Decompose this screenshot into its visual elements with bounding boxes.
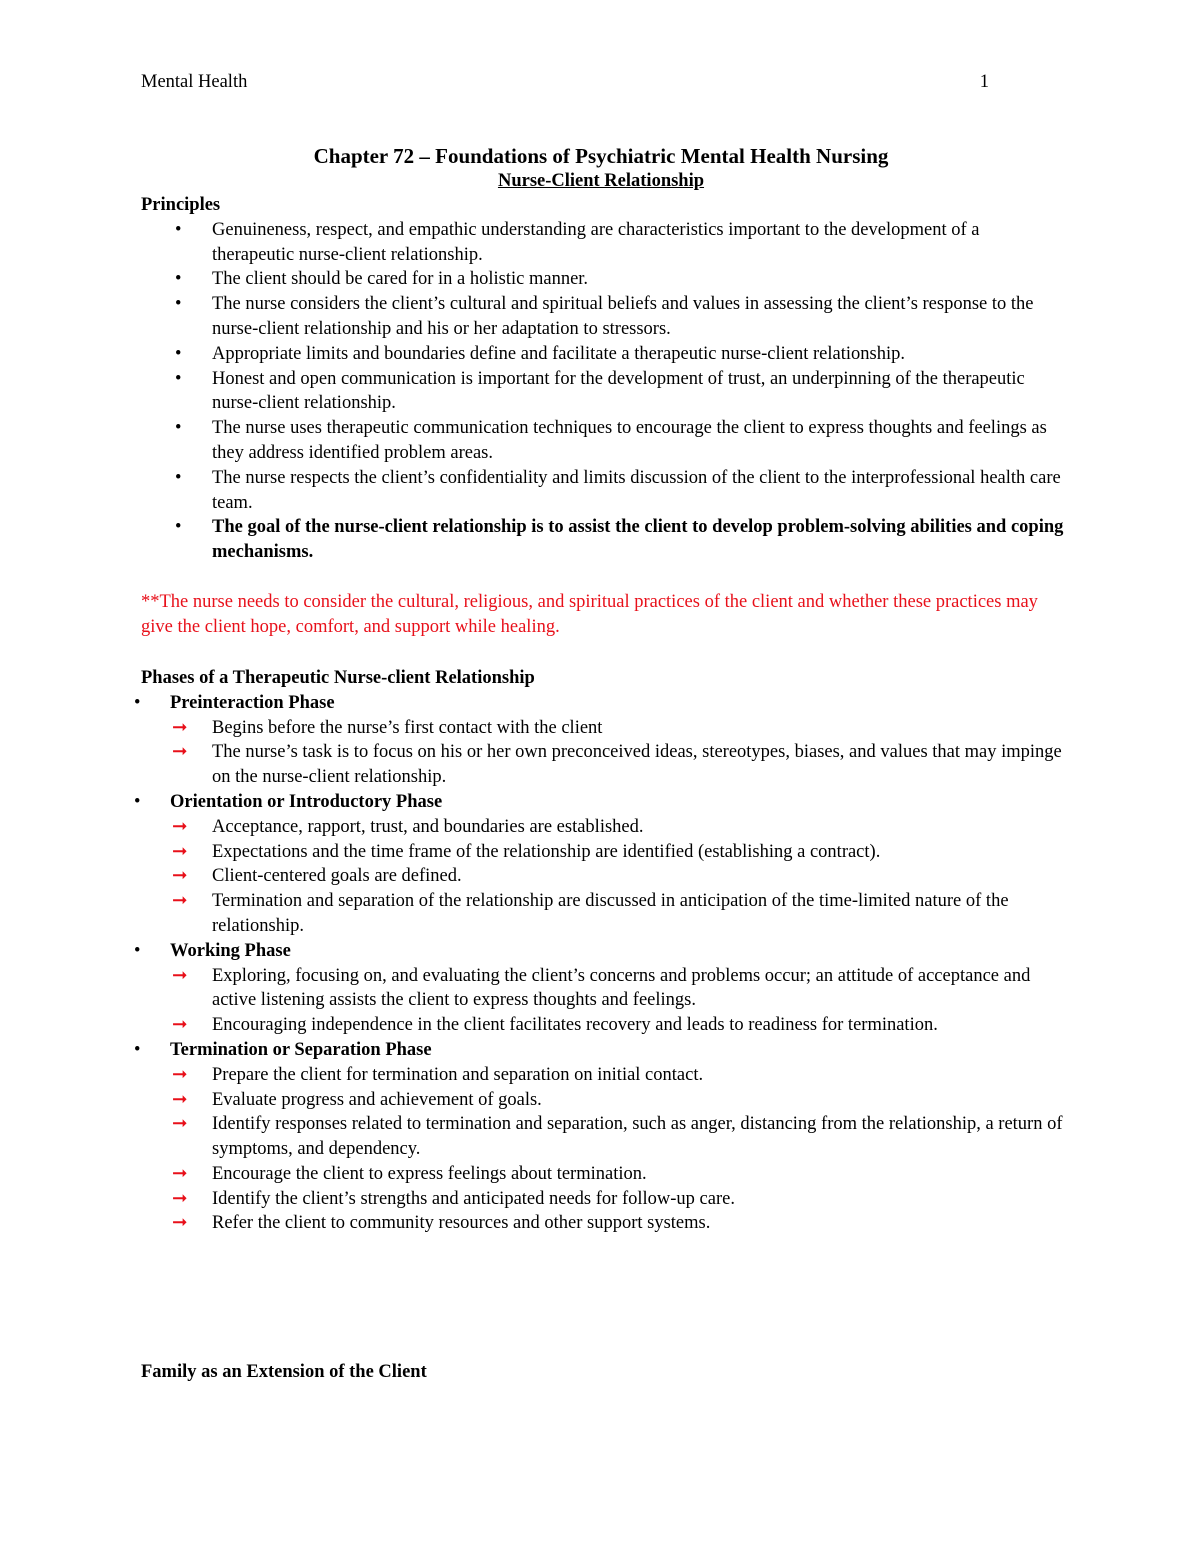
point-text: Begins before the nurse’s first contact with the client xyxy=(212,717,603,738)
bullet-icon: • xyxy=(175,343,182,364)
list-item xyxy=(141,292,1066,342)
phase-name: Orientation or Introductory Phase xyxy=(170,791,443,812)
phase-points xyxy=(170,815,1066,939)
point-text: Expectations and the time frame of the relationship are identified (establishing a contract). xyxy=(212,841,881,862)
point-text: Exploring, focusing on, and evaluating the client’s concerns and problems occur; an attitude of acceptance and active listening assists the client to express thoughts and feelings. xyxy=(212,965,1031,1011)
list-item xyxy=(170,740,1066,790)
point-text: Encourage the client to express feelings about termination. xyxy=(212,1163,647,1184)
principle-text: The nurse uses therapeutic communication techniques to encourage the client to express thoughts and feelings as they address identified problem areas. xyxy=(212,418,1047,463)
right-arrow-icon: ➞ xyxy=(172,816,188,837)
bullet-icon: • xyxy=(175,517,182,538)
principles-heading: Principles xyxy=(141,195,221,215)
phase-points xyxy=(170,1063,1066,1237)
list-item xyxy=(170,1112,1066,1162)
list-item xyxy=(141,416,1066,466)
bullet-icon: • xyxy=(175,467,182,488)
right-arrow-icon: ➞ xyxy=(172,717,188,738)
bullet-icon: • xyxy=(175,269,182,290)
page-content xyxy=(134,143,1066,1236)
point-text: Acceptance, rapport, trust, and boundaries are established. xyxy=(212,816,644,837)
list-item xyxy=(141,466,1066,516)
page-header xyxy=(141,70,989,94)
right-arrow-icon: ➞ xyxy=(172,891,188,912)
right-arrow-icon: ➞ xyxy=(172,841,188,862)
bullet-icon: • xyxy=(134,1039,141,1060)
right-arrow-icon: ➞ xyxy=(172,1188,188,1209)
list-item xyxy=(170,1063,1066,1088)
point-text: Termination and separation of the relationship are discussed in anticipation of the time-limited nature of the relationship. xyxy=(212,891,1009,936)
point-text: The nurse’s task is to focus on his or her own preconceived ideas, stereotypes, biases, and values that may impinge on the nurse-client relationship. xyxy=(212,742,1062,788)
phase-points xyxy=(170,964,1066,1038)
bullet-icon: • xyxy=(175,418,182,439)
phases-heading: Phases of a Therapeutic Nurse-client Relationship xyxy=(141,667,535,688)
family-heading: Family as an Extension of the Client xyxy=(141,1362,427,1382)
red-note: **The nurse needs to consider the cultural, religious, and spiritual practices of the client and whether these practices may give the client hope, comfort, and support while healing. xyxy=(141,591,1038,637)
principle-text: Genuineness, respect, and empathic understanding are characteristics important to the development of a therapeutic nurse-client relationship. xyxy=(212,219,980,265)
list-item xyxy=(170,964,1066,1014)
principle-text: The nurse considers the client’s cultural and spiritual beliefs and values in assessing the client’s response to the nurse-client relationship and his or her adaptation to stressors. xyxy=(212,294,1034,339)
point-text: Client-centered goals are defined. xyxy=(212,866,462,887)
list-item xyxy=(170,716,1066,741)
point-text: Identify responses related to termination and separation, such as anger, distancing from the relationship, a return of symptoms, and dependency. xyxy=(212,1114,1063,1160)
right-arrow-icon: ➞ xyxy=(172,1064,188,1085)
principle-text: Appropriate limits and boundaries define and facilitate a therapeutic nurse-client relationship. xyxy=(212,343,905,364)
list-item xyxy=(170,1013,1066,1038)
section-subtitle: Nurse-Client Relationship xyxy=(497,171,705,191)
right-arrow-icon: ➞ xyxy=(172,866,188,887)
right-arrow-icon: ➞ xyxy=(172,965,188,986)
bullet-icon: • xyxy=(134,940,141,961)
right-arrow-icon: ➞ xyxy=(172,1163,188,1184)
principles-list xyxy=(141,218,1066,565)
principle-text: The nurse respects the client’s confidentiality and limits discussion of the client to the interprofessional health care team. xyxy=(212,467,1061,513)
bullet-icon: • xyxy=(134,692,141,713)
phase-item xyxy=(134,939,1066,1038)
point-text: Identify the client’s strengths and anticipated needs for follow-up care. xyxy=(212,1188,735,1209)
list-item xyxy=(170,864,1066,889)
list-item xyxy=(170,1187,1066,1212)
principle-text: The client should be cared for in a holistic manner. xyxy=(212,269,589,290)
list-item xyxy=(170,1162,1066,1187)
phase-name: Preinteraction Phase xyxy=(170,692,335,713)
right-arrow-icon: ➞ xyxy=(172,1213,188,1234)
header-title: Mental Health xyxy=(141,72,248,92)
point-text: Prepare the client for termination and separation on initial contact. xyxy=(212,1064,704,1085)
phases-list xyxy=(134,691,1066,1237)
list-item xyxy=(170,889,1066,939)
right-arrow-icon: ➞ xyxy=(172,1114,188,1135)
phase-item xyxy=(134,691,1066,790)
phase-item xyxy=(134,1038,1066,1236)
list-item xyxy=(141,267,1066,292)
list-item xyxy=(170,815,1066,840)
list-item xyxy=(141,515,1066,565)
right-arrow-icon: ➞ xyxy=(172,1015,188,1036)
phase-name: Working Phase xyxy=(170,940,291,961)
phase-points xyxy=(170,716,1066,790)
phase-item xyxy=(134,790,1066,939)
bullet-icon: • xyxy=(175,368,182,389)
principle-text: Honest and open communication is important for the development of trust, an underpinning of the therapeutic nurse-client relationship. xyxy=(212,368,1025,414)
list-item xyxy=(141,367,1066,417)
list-item xyxy=(170,1088,1066,1113)
right-arrow-icon: ➞ xyxy=(172,742,188,763)
page-number: 1 xyxy=(979,72,989,92)
list-item xyxy=(170,840,1066,865)
point-text: Refer the client to community resources and other support systems. xyxy=(212,1213,711,1234)
list-item xyxy=(141,218,1066,268)
principle-goal-text: The goal of the nurse-client relationship is to assist the client to develop problem-solving abilities and coping mechanisms. xyxy=(212,517,1064,563)
right-arrow-icon: ➞ xyxy=(172,1089,188,1110)
list-item xyxy=(141,342,1066,367)
list-item xyxy=(170,1211,1066,1236)
point-text: Encouraging independence in the client facilitates recovery and leads to readiness for termination. xyxy=(212,1015,938,1036)
bullet-icon: • xyxy=(175,294,182,315)
point-text: Evaluate progress and achievement of goals. xyxy=(212,1089,542,1110)
phase-name: Termination or Separation Phase xyxy=(170,1039,432,1060)
bullet-icon: • xyxy=(134,791,141,812)
chapter-title: Chapter 72 – Foundations of Psychiatric Mental Health Nursing xyxy=(313,144,889,168)
bullet-icon: • xyxy=(175,219,182,240)
